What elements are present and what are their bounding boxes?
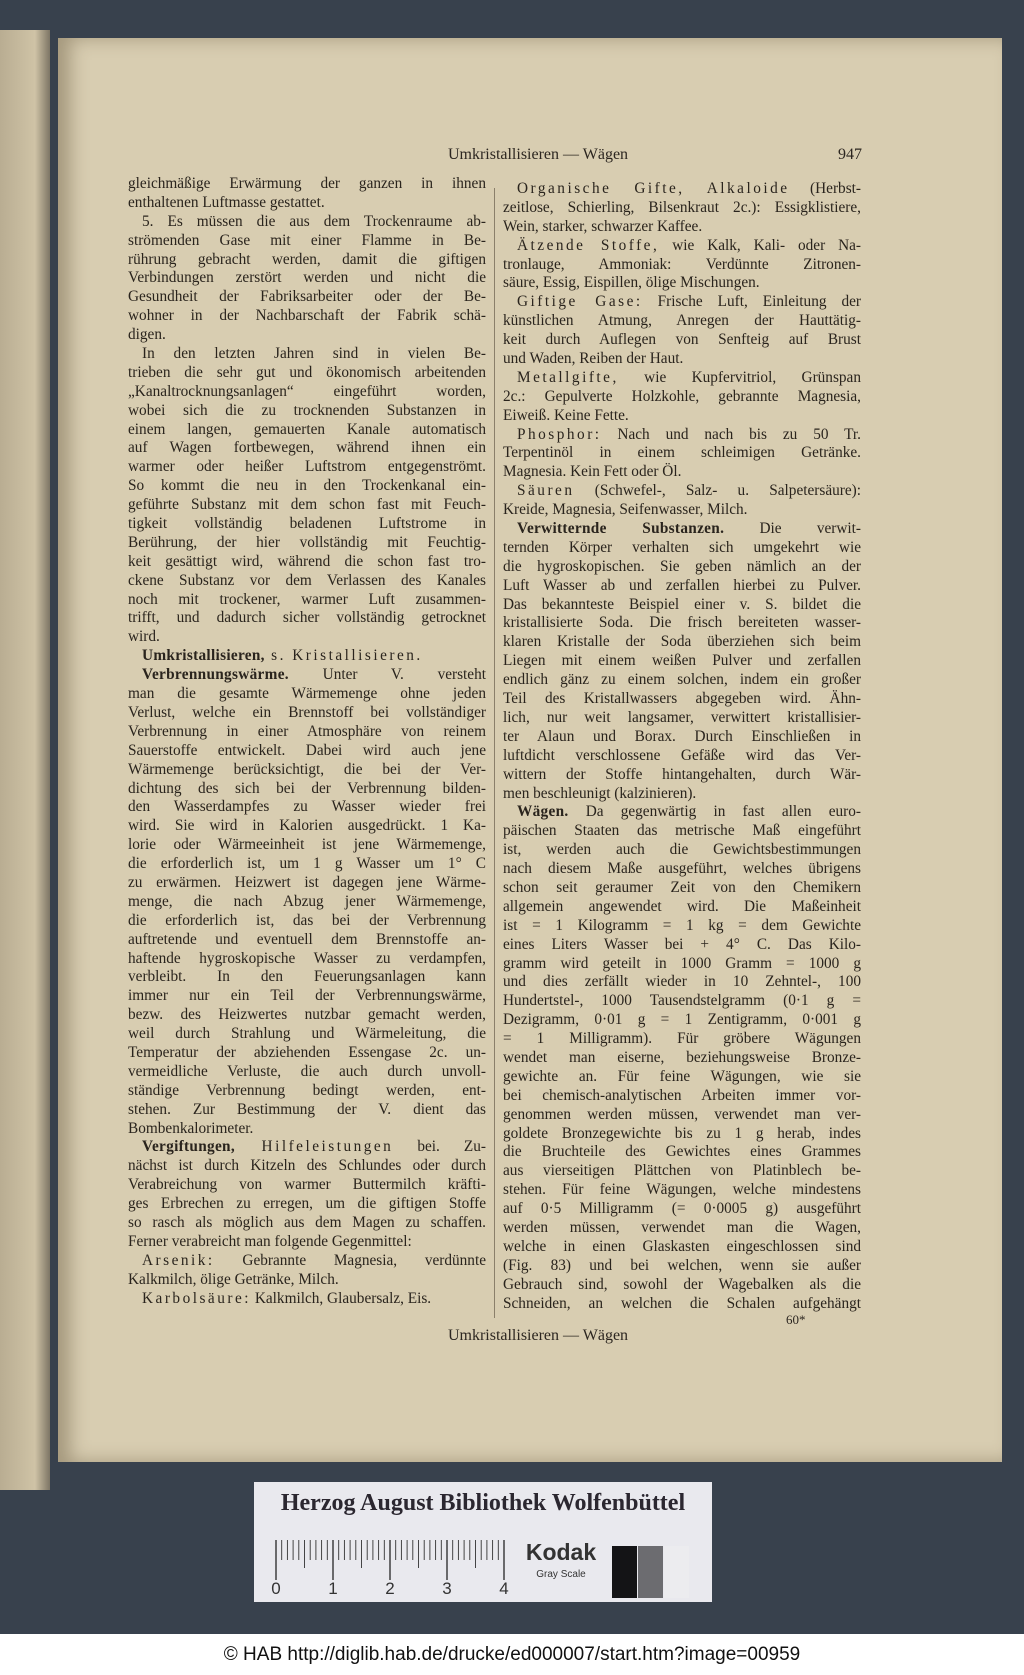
text-line (128, 251, 486, 270)
line-text: Gesundheit der Fabriksarbeiter oder der Be- (128, 288, 486, 306)
line-text: auf Wagen fortbewegen, während ihnen ein (128, 439, 486, 457)
line-text: dichtung des sich bei der Verbrennung bilden- (128, 779, 486, 797)
line-text: Da gegenwärtig in fast allen euro- (568, 803, 861, 821)
paragraph (503, 369, 861, 426)
line-text: bezw. des Heizwertes nutzbar gemacht werden, (128, 1006, 486, 1024)
line-text: künstlichen Atmung, Anregen der Hauttätig- (503, 312, 861, 330)
line-text: die erforderlich ist, das bei der Verbrennung (128, 911, 486, 929)
text-line (128, 591, 486, 610)
paragraph (128, 213, 486, 345)
library-name: Herzog August Bibliothek Wolfenbüttel (280, 1490, 686, 1516)
running-head-title: Umkristallisieren — Wägen (447, 146, 629, 163)
spaced-term: Ätzende Stoffe, (517, 236, 660, 254)
text-line (503, 1143, 861, 1162)
text-line (503, 407, 861, 426)
line-text: Eiweiß. Keine Fette. (503, 406, 629, 424)
line-text: man die gesamte Wärmemenge ohne jeden (128, 685, 486, 703)
line-text: Berührung, der hier vollständig mit Feuchtig- (128, 533, 486, 551)
line-text: ständige Verbrennung bedingt werden, ent- (128, 1081, 486, 1099)
line-text: auf 0·5 Milligramm (= 0·0005 g) ausgeführt (503, 1200, 861, 1218)
text-line (503, 690, 861, 709)
paragraph (503, 426, 861, 483)
line-text: welche in einen Glaskasten eingeschlossen sind (503, 1237, 861, 1255)
text-line (503, 1257, 861, 1276)
line-text: trifft, und dadurch sicher vollständig getrocknet (128, 609, 486, 627)
line-text: ckene Substanz vor dem Verlassen des Kanales (128, 571, 486, 589)
text-line (128, 1044, 486, 1063)
paragraph (503, 237, 861, 294)
line-text: die erforderlich ist, um 1 g Wasser um 1° C (128, 855, 486, 873)
line-text: wird. Sie wird in Kalorien ausgedrückt. 1 Ka- (128, 817, 486, 835)
line-text: und Waden, Reiben der Haut. (503, 350, 684, 368)
line-text: und dies zerfällt wieder in 10 Zehntel-, 100 (503, 973, 861, 991)
line-text: wendet man eiserne, beziehungsweise Bronze- (503, 1048, 861, 1066)
text-line (503, 766, 861, 785)
line-text: tronlauge, Ammoniak: Verdünnte Zitronen- (503, 255, 861, 273)
text-line (503, 860, 861, 879)
line-text: In den letzten Jahren sind in vielen Be- (142, 345, 486, 363)
line-text: warmer oder heißer Luftstrom entgegenströmt. (128, 458, 486, 476)
text-line (128, 742, 486, 761)
text-line (503, 1106, 861, 1125)
line-text: kristallisierte Soda. Die frisch bereiteten wasser- (503, 614, 861, 632)
spaced-term: Giftige Gase: (517, 293, 643, 311)
text-line (128, 1252, 486, 1271)
entry-headword: Verwitternde Substanzen. (517, 520, 725, 538)
text-line (503, 482, 861, 501)
text-line (503, 180, 861, 199)
line-text: bei. Zu- (393, 1138, 486, 1156)
paragraph (128, 1252, 486, 1290)
line-text: strömenden Gase mit einer Flamme in Be- (128, 231, 486, 249)
text-line (503, 614, 861, 633)
line-text: säure, Essig, Eispillen, ölige Mischungen. (503, 274, 760, 292)
line-text: Die verwit- (724, 520, 861, 538)
entry-headword: Wägen. (517, 803, 569, 821)
ruler-label: 1 (328, 1579, 338, 1596)
paragraph (503, 180, 861, 237)
line-text: Nach und nach bis zu 50 Tr. (601, 425, 861, 443)
line-text: Kreide, Magnesia, Seifenwasser, Milch. (503, 501, 748, 519)
text-line (128, 572, 486, 591)
line-text: den Wasserdampfes zu Wasser wieder frei (128, 798, 486, 816)
text-line (503, 369, 861, 388)
line-text: Verbindungen zerstört werden und nicht die (128, 269, 486, 287)
text-line (128, 421, 486, 440)
entry-headword: Verbrennungswärme. (142, 666, 289, 684)
text-line (128, 364, 486, 383)
paragraph (128, 175, 486, 213)
text-line (128, 175, 486, 194)
gray-patch (638, 1546, 663, 1598)
line-text: schon seit geraumer Zeit von den Chemikern (503, 878, 861, 896)
text-line (503, 1238, 861, 1257)
line-text: die hygroskopischen. Sie geben nämlich an der (503, 557, 861, 575)
spaced-term: Hilfeleistungen (235, 1138, 394, 1156)
line-text: immer nur ein Teil der Verbrennungswärme, (128, 987, 486, 1005)
text-line (503, 558, 861, 577)
line-text: Wein, starker, schwarzer Kaffee. (503, 217, 703, 235)
spaced-term: Phosphor: (517, 425, 602, 443)
line-text: ist = 1 Kilogramm = 1 kg = dem Gewichte (503, 916, 861, 934)
text-line (128, 213, 486, 232)
line-text: Magnesia. Kein Fett oder Öl. (503, 463, 682, 481)
text-line (503, 633, 861, 652)
text-line (128, 1195, 486, 1214)
text-line (503, 520, 861, 539)
line-text: enthaltenen Luftmasse gestattet. (128, 193, 325, 211)
text-line (503, 1030, 861, 1049)
line-text: auftretende und eventuell dem Brennstoffe an- (128, 930, 486, 948)
line-text: gramm wird geteilt in 1000 Gramm = 1000 g (503, 954, 861, 972)
text-line (128, 761, 486, 780)
line-text: (Schwefel-, Salz- u. Salpetersäure): (574, 482, 861, 500)
paragraph (503, 803, 861, 1313)
line-text: Das bekannteste Beispiel einer v. S. bildet die (503, 595, 861, 613)
line-text: wittern der Stoffe hintangehalten, durch Wär- (503, 765, 861, 783)
ruler-label: 2 (385, 1579, 395, 1596)
text-line (503, 237, 861, 256)
text-line (503, 917, 861, 936)
text-line (503, 841, 861, 860)
text-line (128, 307, 486, 326)
line-text: Dezigramm, 0·01 g = 1 Zentigramm, 0·001 g (503, 1011, 861, 1029)
text-line (128, 912, 486, 931)
text-line (128, 780, 486, 799)
text-line (128, 1214, 486, 1233)
right-text-column (503, 180, 861, 1313)
paragraph (503, 482, 861, 520)
line-text: geführte Substanz mit dem schon fast mit Feuch- (128, 496, 486, 514)
line-text: vermeidliche Verluste, die auch durch unvoll- (128, 1062, 486, 1080)
text-line (128, 1290, 486, 1309)
text-line (128, 383, 486, 402)
line-text: stehen. Für feine Wägungen, welche mindestens (503, 1181, 861, 1199)
line-text: Schneiden, an welchen die Schalen aufgehängt (503, 1294, 861, 1312)
line-text: weil durch Strahlung und Wärmeleitung, die (128, 1025, 486, 1043)
text-line (503, 1011, 861, 1030)
brand-subtitle: Gray Scale (536, 1569, 586, 1580)
text-line (128, 232, 486, 251)
line-text: gewichte an. Für feine Wägungen, wie sie (503, 1067, 861, 1085)
text-line (128, 1006, 486, 1025)
text-line (128, 987, 486, 1006)
entry-headword: Vergiftungen, (142, 1138, 235, 1156)
text-line (503, 539, 861, 558)
line-text: zeitlose, Schierling, Bilsenkraut 2c.): Essigklistiere, (503, 198, 861, 216)
line-text: stehen. Zur Bestimmung der V. dient das (128, 1100, 486, 1118)
ruler-label: 3 (442, 1579, 452, 1596)
line-text: luftdicht verschlossene Gefäße wird das Ver- (503, 746, 861, 764)
line-text: tigkeit vollständig beladenen Luftstrome in (128, 515, 486, 533)
text-line (128, 666, 486, 685)
text-line (503, 501, 861, 520)
gray-patch (664, 1546, 689, 1598)
line-text: so rasch als möglich aus dem Magen zu schaffen. (128, 1213, 486, 1231)
text-line (503, 898, 861, 917)
text-line (128, 1233, 486, 1252)
page-number: 947 (838, 146, 862, 163)
line-text: haftende hygroskopische Wasser zu verdampfen, (128, 949, 486, 967)
text-line (503, 218, 861, 237)
text-line (503, 973, 861, 992)
line-text: eines Liters Wasser bei + 4° C. Das Kilo- (503, 935, 861, 953)
text-line (503, 879, 861, 898)
line-text: päischen Staaten das metrische Maß eingeführt (503, 822, 861, 840)
spaced-term: Säuren (517, 482, 575, 500)
paragraph (503, 293, 861, 369)
text-line (503, 1200, 861, 1219)
line-text: digen. (128, 326, 166, 344)
text-line (503, 463, 861, 482)
text-line (503, 747, 861, 766)
line-text: einem langen, gemauerten Kanale automatisch (128, 420, 486, 438)
line-text: ter Alaun und Borax. Durch Einschließen in (503, 727, 861, 745)
text-line (503, 709, 861, 728)
line-text: Teil des Kristallwassers abgegeben wird. Ähn- (503, 690, 861, 708)
line-text: nächst ist durch Kitzeln des Schlundes oder durch (128, 1157, 486, 1175)
line-text: 2c.: Gepulverte Holzkohle, gebrannte Magnesia, (503, 387, 861, 405)
text-line (128, 477, 486, 496)
line-text: Verabreichung von warmer Buttermilch kräfti- (128, 1176, 486, 1194)
line-text: Verlust, welche ein Brennstoff bei vollständiger (128, 703, 486, 721)
text-line (503, 822, 861, 841)
line-text: So kommt die neu in den Trockenkanal ein- (128, 477, 486, 495)
line-text: allgemein angewendet wird. Die Maßeinheit (503, 897, 861, 915)
kodak-label (516, 1540, 606, 1582)
line-text: Terpentinöl in einem schleimigen Getränke. (503, 444, 861, 462)
text-line (128, 628, 486, 647)
line-text: Ferner verabreicht man folgende Gegenmittel: (128, 1232, 412, 1250)
line-text: bei chemisch-analytischen Arbeiten immer vor- (503, 1086, 861, 1104)
line-text: wird. (128, 628, 160, 646)
text-line (128, 609, 486, 628)
column-divider (494, 188, 495, 1318)
text-line (128, 798, 486, 817)
line-text: genommen werden müssen, verwendet man ver- (503, 1105, 861, 1123)
line-text: Kalkmilch, Glaubersalz, Eis. (251, 1289, 432, 1307)
color-target-card (254, 1482, 712, 1602)
line-text: = 1 Milligramm). Für gröbere Wägungen (503, 1030, 861, 1048)
line-text: werden müssen, verwendet man die Wagen, (503, 1218, 861, 1236)
text-line (503, 1049, 861, 1068)
text-line (128, 496, 486, 515)
text-line (503, 426, 861, 445)
cm-ruler (270, 1536, 510, 1596)
text-line (128, 968, 486, 987)
line-text: ist, werden auch die Gewichtsbestimmungen (503, 841, 861, 859)
paragraph (128, 345, 486, 647)
line-text: keit gesättigt wird, während die schon fast tro- (128, 552, 486, 570)
text-line (503, 577, 861, 596)
text-line (128, 874, 486, 893)
line-text: wie Kupfervitriol, Grünspan (618, 368, 861, 386)
line-text: nach diesem Maße ausgeführt, welches übrigens (503, 860, 861, 878)
line-text: wobei sich die zu trocknenden Substanzen in (128, 401, 486, 419)
line-text: klaren Kristalle der Soda überziehen sich beim (503, 633, 861, 651)
line-text: Liegen mit einem weißen Pulver und zerfallen (503, 652, 861, 670)
line-text: aus vierseitigen Plättchen von Platinblech be- (503, 1162, 861, 1180)
paragraph (128, 647, 486, 666)
spaced-term: Karbolsäure: (142, 1289, 252, 1307)
line-text: ternden Körper verhalten sich umgekehrt wie (503, 538, 861, 556)
text-line (503, 936, 861, 955)
text-line (503, 444, 861, 463)
text-line (128, 704, 486, 723)
text-line (503, 1219, 861, 1238)
text-line (128, 931, 486, 950)
text-line (503, 803, 861, 822)
text-line (503, 1295, 861, 1314)
line-text: Temperatur der abziehenden Essengase 2c. un- (128, 1043, 486, 1061)
line-text: ges Erbrechen zu erregen, um die giftigen Stoffe (128, 1195, 486, 1213)
line-text: lich, nur weit langsamer, verwittert kristallisier- (503, 708, 861, 726)
line-text: Unter V. versteht (288, 666, 486, 684)
paragraph (128, 1138, 486, 1251)
running-foot-title: Umkristallisieren — Wägen (447, 1327, 629, 1344)
line-text: trieben die sehr gut und ökonomisch arbeitenden (128, 363, 486, 381)
line-text: men beschleunigt (kalzinieren). (503, 784, 697, 802)
line-text: rührung gebracht werden, damit die giftigen (128, 250, 486, 268)
book-page (58, 38, 1002, 1462)
line-text: zu erwärmen. Heizwert ist dagegen jene Wärme- (128, 873, 486, 891)
text-line (503, 1125, 861, 1144)
text-line (503, 652, 861, 671)
line-text: s. Kristallisieren. (264, 647, 423, 665)
left-text-column (128, 175, 486, 1308)
text-line (128, 1120, 486, 1139)
text-line (503, 596, 861, 615)
text-line (128, 553, 486, 572)
text-line (503, 388, 861, 407)
text-line (128, 515, 486, 534)
text-line (128, 817, 486, 836)
entry-headword: Umkristallisieren, (142, 647, 265, 665)
text-line (128, 534, 486, 553)
line-text: gleichmäßige Erwärmung der ganzen in ihnen (128, 175, 486, 192)
text-line (503, 293, 861, 312)
line-text: die Bruchteile des Gewichtes eines Grammes (503, 1143, 861, 1161)
text-line (503, 331, 861, 350)
line-text: wohner in der Nachbarschaft der Fabrik schä- (128, 307, 486, 325)
text-line (128, 1082, 486, 1101)
line-text: (Fig. 83) und bei welchen, wenn sie außer (503, 1256, 861, 1274)
text-line (503, 671, 861, 690)
text-line (503, 350, 861, 369)
line-text: noch mit trockener, warmer Luft zusammen- (128, 590, 486, 608)
text-line (503, 728, 861, 747)
footer-credit: © HAB http://diglib.hab.de/drucke/ed000007/start.htm?image=00959 (0, 1634, 1024, 1675)
line-text: Bombenkalorimeter. (128, 1119, 254, 1137)
text-line (128, 288, 486, 307)
text-line (503, 1162, 861, 1181)
text-line (128, 1025, 486, 1044)
text-line (128, 1271, 486, 1290)
text-line (128, 194, 486, 213)
line-text: menge, die nach Abzug jener Wärmemenge, (128, 892, 486, 910)
line-text: lorie oder Wärmeeinheit ist jene Wärmemenge, (128, 836, 486, 854)
text-line (128, 1063, 486, 1082)
text-line (128, 458, 486, 477)
text-line (128, 1176, 486, 1195)
text-line (503, 1181, 861, 1200)
brand-name: Kodak (525, 1539, 597, 1565)
text-line (503, 992, 861, 1011)
paragraph (128, 666, 486, 1138)
text-line (503, 274, 861, 293)
paragraph (503, 520, 861, 803)
line-text: (Herbst- (789, 180, 861, 197)
line-text: goldete Bronzegewichte bis zu 1 g herab, indes (503, 1124, 861, 1142)
line-text: „Kanaltrocknungsanlagen“ eingeführt worden, (128, 382, 486, 400)
spaced-term: Arsenik: (142, 1251, 215, 1269)
gray-patch (612, 1546, 637, 1598)
text-line (503, 312, 861, 331)
text-line (128, 1157, 486, 1176)
text-line (128, 685, 486, 704)
text-line (128, 345, 486, 364)
text-line (503, 1087, 861, 1106)
text-line (128, 439, 486, 458)
line-text: verbleibt. In den Feuerungsanlagen kann (128, 968, 486, 986)
ruler-label: 0 (271, 1579, 281, 1596)
line-text: Luft Wasser ab und zerfallen hierbei zu Pulver. (503, 576, 861, 594)
text-line (128, 269, 486, 288)
text-line (128, 950, 486, 969)
line-text: endlich gänz zu einem solchen, indem ein großer (503, 671, 861, 689)
text-line (503, 1276, 861, 1295)
signature-mark: 60* (786, 1312, 806, 1327)
text-line (128, 326, 486, 345)
text-line (128, 402, 486, 421)
adjacent-page-edge (0, 30, 50, 1490)
line-text: Kalkmilch, ölige Getränke, Milch. (128, 1270, 339, 1288)
line-text: Hundertstel-, 1000 Tausendstelgramm (0·1 g = (503, 992, 861, 1010)
line-text: Gebrauch sind, sowohl der Wagebalken als die (503, 1275, 861, 1293)
spaced-term: Metallgifte, (517, 368, 619, 386)
text-line (128, 647, 486, 666)
line-text: keit durch Auflegen von Senfteig auf Brust (503, 331, 861, 349)
text-line (503, 256, 861, 275)
text-line (503, 785, 861, 804)
line-text: Wärmemenge berücksichtigt, die bei der Ver- (128, 760, 486, 778)
line-text: wie Kalk, Kali- oder Na- (659, 236, 861, 254)
ruler-label: 4 (499, 1579, 509, 1596)
text-line (503, 199, 861, 218)
line-text: Gebrannte Magnesia, verdünnte (214, 1251, 486, 1269)
text-line (128, 1101, 486, 1120)
line-text: Frische Luft, Einleitung der (642, 293, 861, 311)
line-text: Verbrennung in einer Atmosphäre von reinem (128, 722, 486, 740)
paragraph (128, 1290, 486, 1309)
text-line (128, 855, 486, 874)
spaced-term: Organische Gifte, Alkaloide (517, 180, 790, 197)
text-line (128, 723, 486, 742)
text-line (503, 1068, 861, 1087)
text-line (128, 1138, 486, 1157)
line-text: 5. Es müssen die aus dem Trockenraume ab- (142, 212, 486, 230)
text-line (503, 955, 861, 974)
line-text: Sauerstoffe entwickelt. Dabei wird auch jene (128, 741, 486, 759)
text-line (128, 836, 486, 855)
text-line (128, 893, 486, 912)
